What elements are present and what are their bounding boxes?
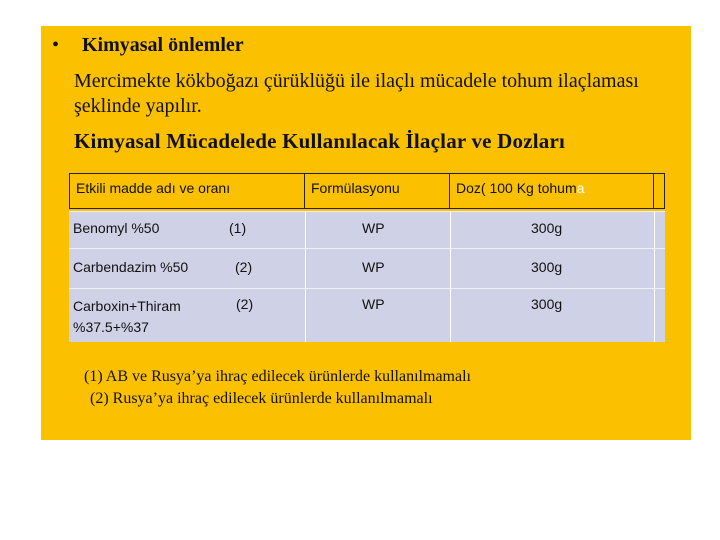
content-panel [41,26,691,440]
table-header-row [69,173,665,211]
header-formulation: Formülasyonu [305,173,450,209]
header-empty-cell [654,173,665,209]
row-empty-cell [654,212,665,249]
table-row [69,248,665,289]
row-active-name: Benomyl %50 [73,220,160,236]
footnote-2: (2) Rusya’ya ihraç edilecek ürünlerde kullanılmamalı [90,390,433,407]
row-active-name: Carbendazim %50 [73,259,189,275]
row-formulation-cell [305,289,450,342]
header-dose [450,173,654,209]
row-note-marker: (1) [229,220,247,236]
row-formulation: WP [362,220,385,236]
row-dose-cell [450,212,654,249]
section-title: Kimyasal önlemler [82,34,244,56]
row-formulation: WP [362,296,385,312]
row-dose-cell [450,249,654,289]
footnote-1: (1) AB ve Rusya’ya ihraç edilecek ürünlerde kullanılmamalı [84,368,471,385]
row-active-name: Carboxin+Thiram %37.5+%37 [73,298,181,335]
row-dose: 300g [531,259,563,275]
description-paragraph: Mercimekte kökboğazı çürüklüğü ile ilaçlı mücadele tohum ilaçlaması şeklinde yapılır. [74,70,639,117]
row-active-cell [69,249,305,289]
header-active-ingredient: Etkili madde adı ve oranı [69,173,305,209]
row-active-cell [69,289,305,342]
table-row [69,288,665,342]
row-formulation: WP [362,259,385,275]
section-heading [52,34,244,57]
row-dose: 300g [531,296,563,312]
pesticide-table [69,173,665,341]
row-empty-cell [654,249,665,289]
row-formulation-cell [305,249,450,289]
header-dose-label: Doz( 100 Kg tohum [456,180,577,196]
header-dose-label-tail: a [576,180,585,196]
bullet-icon: • [52,34,60,56]
row-note-marker: (2) [236,296,254,312]
row-empty-cell [654,289,665,342]
table-row [69,211,665,249]
row-note-marker: (2) [235,259,253,275]
row-dose: 300g [531,220,563,236]
row-formulation-cell [305,212,450,249]
table-heading: Kimyasal Mücadelede Kullanılacak İlaçlar ve Dozları [74,129,566,153]
row-dose-cell [450,289,654,342]
row-active-cell [69,212,305,249]
footnotes [84,366,471,410]
